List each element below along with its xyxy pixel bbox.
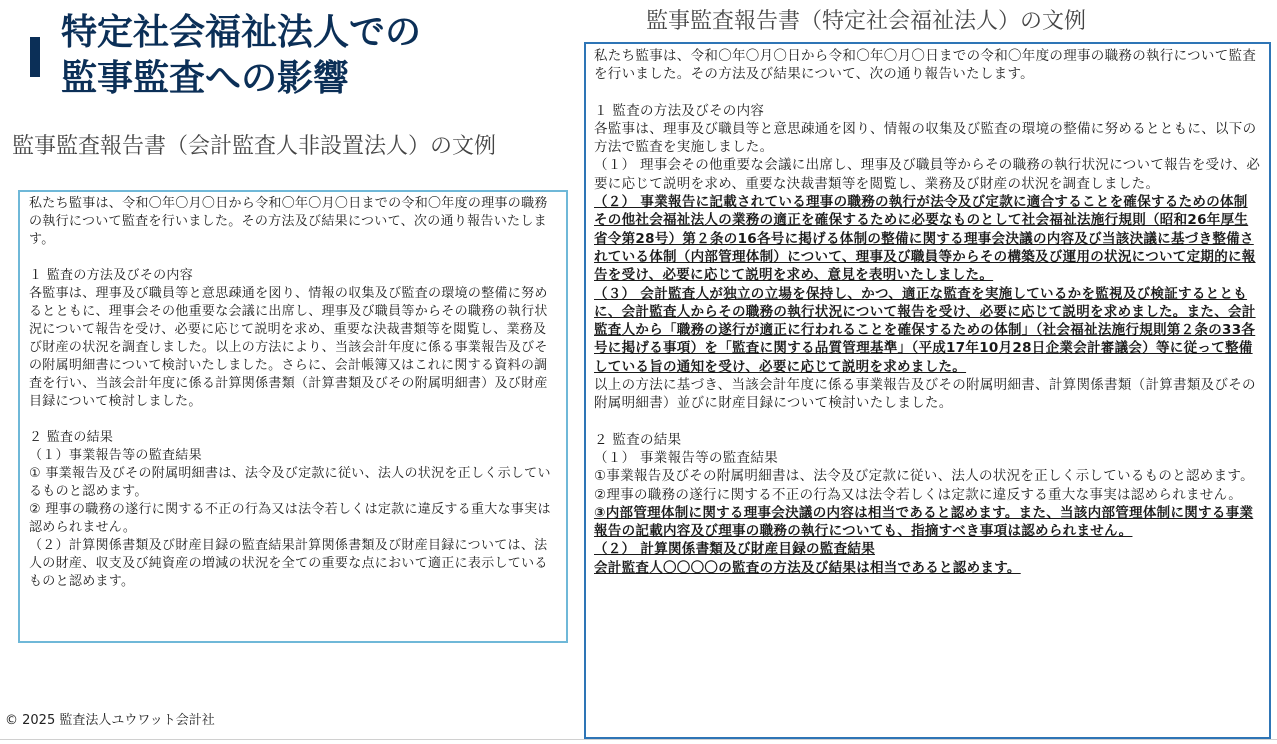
left-section2-sub2: （２）計算関係書類及び財産目録の監査結果計算関係書類及び財産目録については、法人の財産、収支及び純資産の増減の状況を全ての重要な点において適正に表示しているものと認めます。 [29, 538, 548, 589]
slide-title-line2: 監事監査への影響 [61, 58, 350, 99]
left-intro: 私たち監事は、令和〇年〇月〇日から令和〇年〇月〇日までの令和〇年度の理事の職務の執行について監査を行いました。その方法及び結果について、次の通り報告いたします。 [29, 196, 548, 247]
slide-title-line1: 特定社会福祉法人での [61, 12, 422, 53]
right-section2-sub1: （１） 事業報告等の監査結果 [594, 449, 778, 466]
right-section2-sub2: （２） 計算関係書類及び財産目録の監査結果 [594, 541, 875, 558]
right-example-box [584, 42, 1271, 739]
copyright-footer: © 2025 監査法人ユウワット会計社 [5, 713, 215, 728]
title-accent-bar [30, 37, 40, 77]
right-section1-heading: １ 監査の方法及びその内容 [594, 102, 765, 119]
right-section1-body: 各監事は、理事及び職員等と意思疎通を図り、情報の収集及び監査の環境の整備に努めるとともに、以下の方法で監査を実施しました。 [594, 120, 1257, 156]
slide-title [61, 10, 421, 102]
left-section2-item1: ① 事業報告及びその附属明細書は、法令及び定款に従い、法人の状況を正しく示しているものと認めます。 [29, 466, 551, 499]
left-example-box [18, 190, 568, 643]
left-section2-sub1: （１）事業報告等の監査結果 [29, 448, 202, 463]
right-section1-item2: （２） 事業報告に記載されている理事の職務の執行が法令及び定款に適合することを確保するための体制その他社会福祉法人の業務の適正を確保するために必要なものとして社会福祉法施行規則（昭和26年厚生省令第28号）第２条の16各号に掲げる体制の整備に関する理事会決議の内容及び当該決議に基づき整備されている体制（内部管理体制）について、理事及び職員等からその構築及び運用の状況について定期的に報告を受け、必要に応じて説明を求め、意見を表明いたしました。 [594, 194, 1256, 284]
right-intro: 私たち監事は、令和〇年〇月〇日から令和〇年〇月〇日までの令和〇年度の理事の職務の執行について監査を行いました。その方法及び結果について、次の通り報告いたします。 [594, 48, 1257, 83]
left-section1-heading: １ 監査の方法及びその内容 [29, 268, 194, 283]
right-section2-item2: ②理事の職務の遂行に関する不正の行為又は法令若しくは定款に違反する重大な事実は認められません。 [594, 486, 1243, 503]
left-section2-item2: ② 理事の職務の遂行に関する不正の行為又は法令若しくは定款に違反する重大な事実は認められません。 [29, 502, 551, 535]
right-section1-item3: （３） 会計監査人が独立の立場を保持し、かつ、適正な監査を実施しているかを監視及び検証するとともに、会計監査人からその職務の執行状況について報告を受け、必要に応じて説明を求めました。また、会計監査人から「職務の遂行が適正に行われることを確保するための体制」（社会福祉法施行規則第２条の33各号に掲げる事項）を「監査に関する品質管理基準」（平成17年10月28日企業会計審議会）等に従って整備している旨の通知を受け、必要に応じて説明を求めました。 [594, 285, 1256, 375]
right-example-heading: 監事監査報告書（特定社会福祉法人）の文例 [646, 9, 1087, 34]
right-section1-item1: （１） 理事会その他重要な会議に出席し、理事及び職員等からその職務の執行状況について報告を受け、必要に応じて説明を求め、重要な決裁書類等を閲覧し、業務及び財産の状況を調査しました。 [594, 157, 1261, 192]
left-section1-body: 各監事は、理事及び職員等と意思疎通を図り、情報の収集及び監査の環境の整備に努めるとともに、理事会その他重要な会議に出席し、理事及び職員等からその職務の執行状況について報告を受け、必要に応じて説明を求め、重要な決裁書類等を閲覧し、業務及び財産の状況を調査しました。以上の方法により、当該会計年度に係る事業報告及びその附属明細書について検討いたしました。さらに、会計帳簿又はこれに関する資料の調査を行い、当該会計年度に係る計算関係書類（計算書類及びその附属明細書）及び財産目録について検討しました。 [29, 286, 548, 409]
left-example-heading: 監事監査報告書（会計監査人非設置法人）の文例 [12, 134, 497, 159]
left-section2-heading: ２ 監査の結果 [29, 430, 114, 445]
right-section2-item1: ①事業報告及びその附属明細書は、法令及び定款に従い、法人の状況を正しく示しているものと認めます。 [594, 468, 1254, 485]
right-section2-item3: ③内部管理体制に関する理事会決議の内容は相当であると認めます。また、当該内部管理体制に関する事業報告の記載内容及び理事の職務の執行についても、指摘すべき事項は認められません。 [594, 504, 1254, 540]
bottom-divider [0, 739, 1277, 740]
right-section2-heading: ２ 監査の結果 [594, 431, 682, 448]
right-section2-sub2-body: 会計監査人〇〇〇〇の監査の方法及び結果は相当であると認めます。 [594, 559, 1021, 576]
right-section1-after: 以上の方法に基づき、当該会計年度に係る事業報告及びその附属明細書、計算関係書類（計算書類及びその附属明細書）並びに財産目録について検討いたしました。 [594, 377, 1256, 412]
